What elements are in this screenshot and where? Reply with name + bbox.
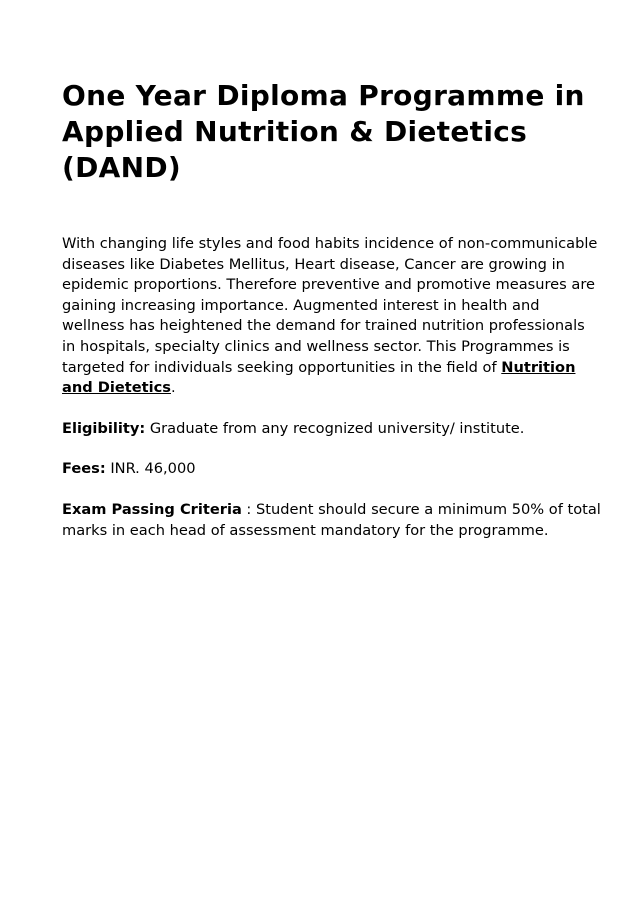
exam-criteria-value: : Student should secure a minimum 50% of total marks in each head of assessment mandatory for the programme.: [62, 500, 601, 539]
document-page: [62, 78, 602, 541]
fees-label: Fees:: [62, 460, 106, 478]
intro-text: With changing life styles and food habits incidence of non-communicable diseases like Diabetes Mellitus, Heart disease, Cancer are growing in epidemic proportions. Therefore preventive and promotive measures are gaining increasing importance. Augmented interest in health and wellness has heightened the demand for trained nutrition professionals in hospitals, specialty clinics and wellness sector. This Programmes is targeted for individuals seeking opportunities in the field of: [62, 235, 598, 376]
exam-criteria-label: Exam Passing Criteria: [62, 500, 242, 518]
fees-value: INR. 46,000: [105, 460, 196, 478]
intro-end: .: [170, 379, 176, 397]
page-title: One Year Diploma Programme in Applied Nutrition & Dietetics (DAND): [62, 79, 585, 184]
nutrition-dietetics-link[interactable]: Nutrition and Dietetics: [62, 358, 576, 397]
eligibility-value: Graduate from any recognized university/ institute.: [145, 419, 525, 437]
exam-criteria-section: [62, 500, 602, 541]
eligibility-section: [62, 419, 602, 440]
intro-paragraph: [62, 234, 602, 399]
eligibility-label: Eligibility:: [62, 419, 146, 437]
fees-section: [62, 459, 602, 480]
